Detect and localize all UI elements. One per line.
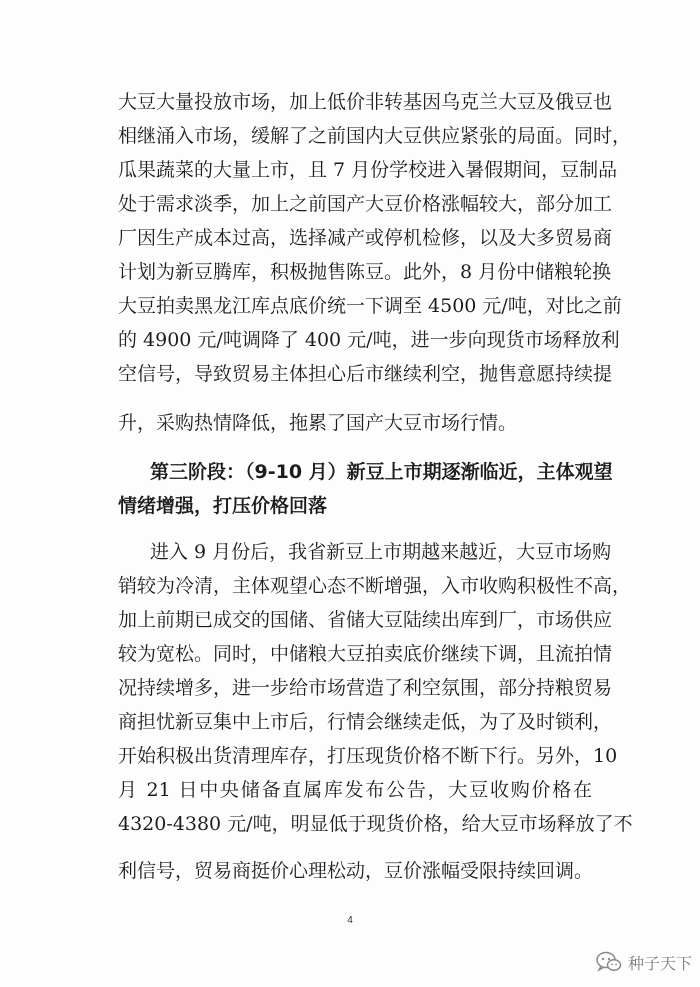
paragraph-line: 处于需求淡季，加上之前国产大豆价格涨幅较大，部分加工 [118, 193, 613, 215]
section-heading: 情绪增强，打压价格回落 [118, 495, 328, 517]
paragraph-line: 瓜果蔬菜的大量上市，且 7 月份学校进入暑假期间，豆制品 [118, 159, 618, 181]
page-number: 4 [347, 915, 353, 926]
paragraph-line: 加上前期已成交的国储、省储大豆陆续出库到厂，市场供应 [118, 609, 613, 631]
paragraph-line: 况持续增多，进一步给市场营造了利空氛围，部分持粮贸易 [118, 677, 613, 699]
wechat-icon [596, 951, 622, 973]
paragraph-line: 月 21 日中央储备直属库发布公告，大豆收购价格在 [118, 779, 592, 801]
paragraph-line: 利信号，贸易商挺价心理松动，豆价涨幅受限持续回调。 [118, 860, 594, 882]
paragraph-line: 商担忧新豆集中上市后，行情会继续走低，为了及时锁利， [118, 711, 613, 733]
paragraph-line: 进入 9 月份后，我省新豆上市期越来越近，大豆市场购 [150, 541, 612, 563]
paragraph-line: 升，采购热情降低，拖累了国产大豆市场行情。 [118, 412, 518, 434]
paragraph-line: 大豆拍卖黑龙江库点底价统一下调至 4500 元/吨，对比之前 [118, 295, 622, 317]
section-heading: 第三阶段：（9-10 月）新豆上市期逐渐临近，主体观望 [150, 461, 613, 483]
paragraph-line: 4320-4380 元/吨，明显低于现货价格，给大豆市场释放了不 [118, 813, 633, 835]
watermark-text: 种子天下 [627, 953, 692, 973]
paragraph-line: 的 4900 元/吨调降了 400 元/吨，进一步向现货市场释放利 [118, 329, 620, 351]
paragraph-line: 相继涌入市场，缓解了之前国内大豆供应紧张的局面。同时， [118, 125, 632, 147]
paragraph-line: 厂因生产成本过高，选择减产或停机检修，以及大多贸易商 [118, 227, 613, 249]
paragraph-line: 销较为冷清，主体观望心态不断增强，入市收购积极性不高， [118, 575, 632, 597]
paragraph-line: 大豆大量投放市场，加上低价非转基因乌克兰大豆及俄豆也 [118, 91, 613, 113]
paragraph-line: 空信号，导致贸易主体担心后市继续利空，抛售意愿持续提 [118, 363, 613, 385]
paragraph-line: 较为宽松。同时，中储粮大豆拍卖底价继续下调，且流拍情 [118, 643, 613, 665]
watermark [596, 948, 692, 976]
paragraph-line: 计划为新豆腾库，积极抛售陈豆。此外，8 月份中储粮轮换 [118, 261, 612, 283]
paragraph-line: 开始积极出货清理库存，打压现货价格不断下行。另外，10 [118, 745, 618, 767]
